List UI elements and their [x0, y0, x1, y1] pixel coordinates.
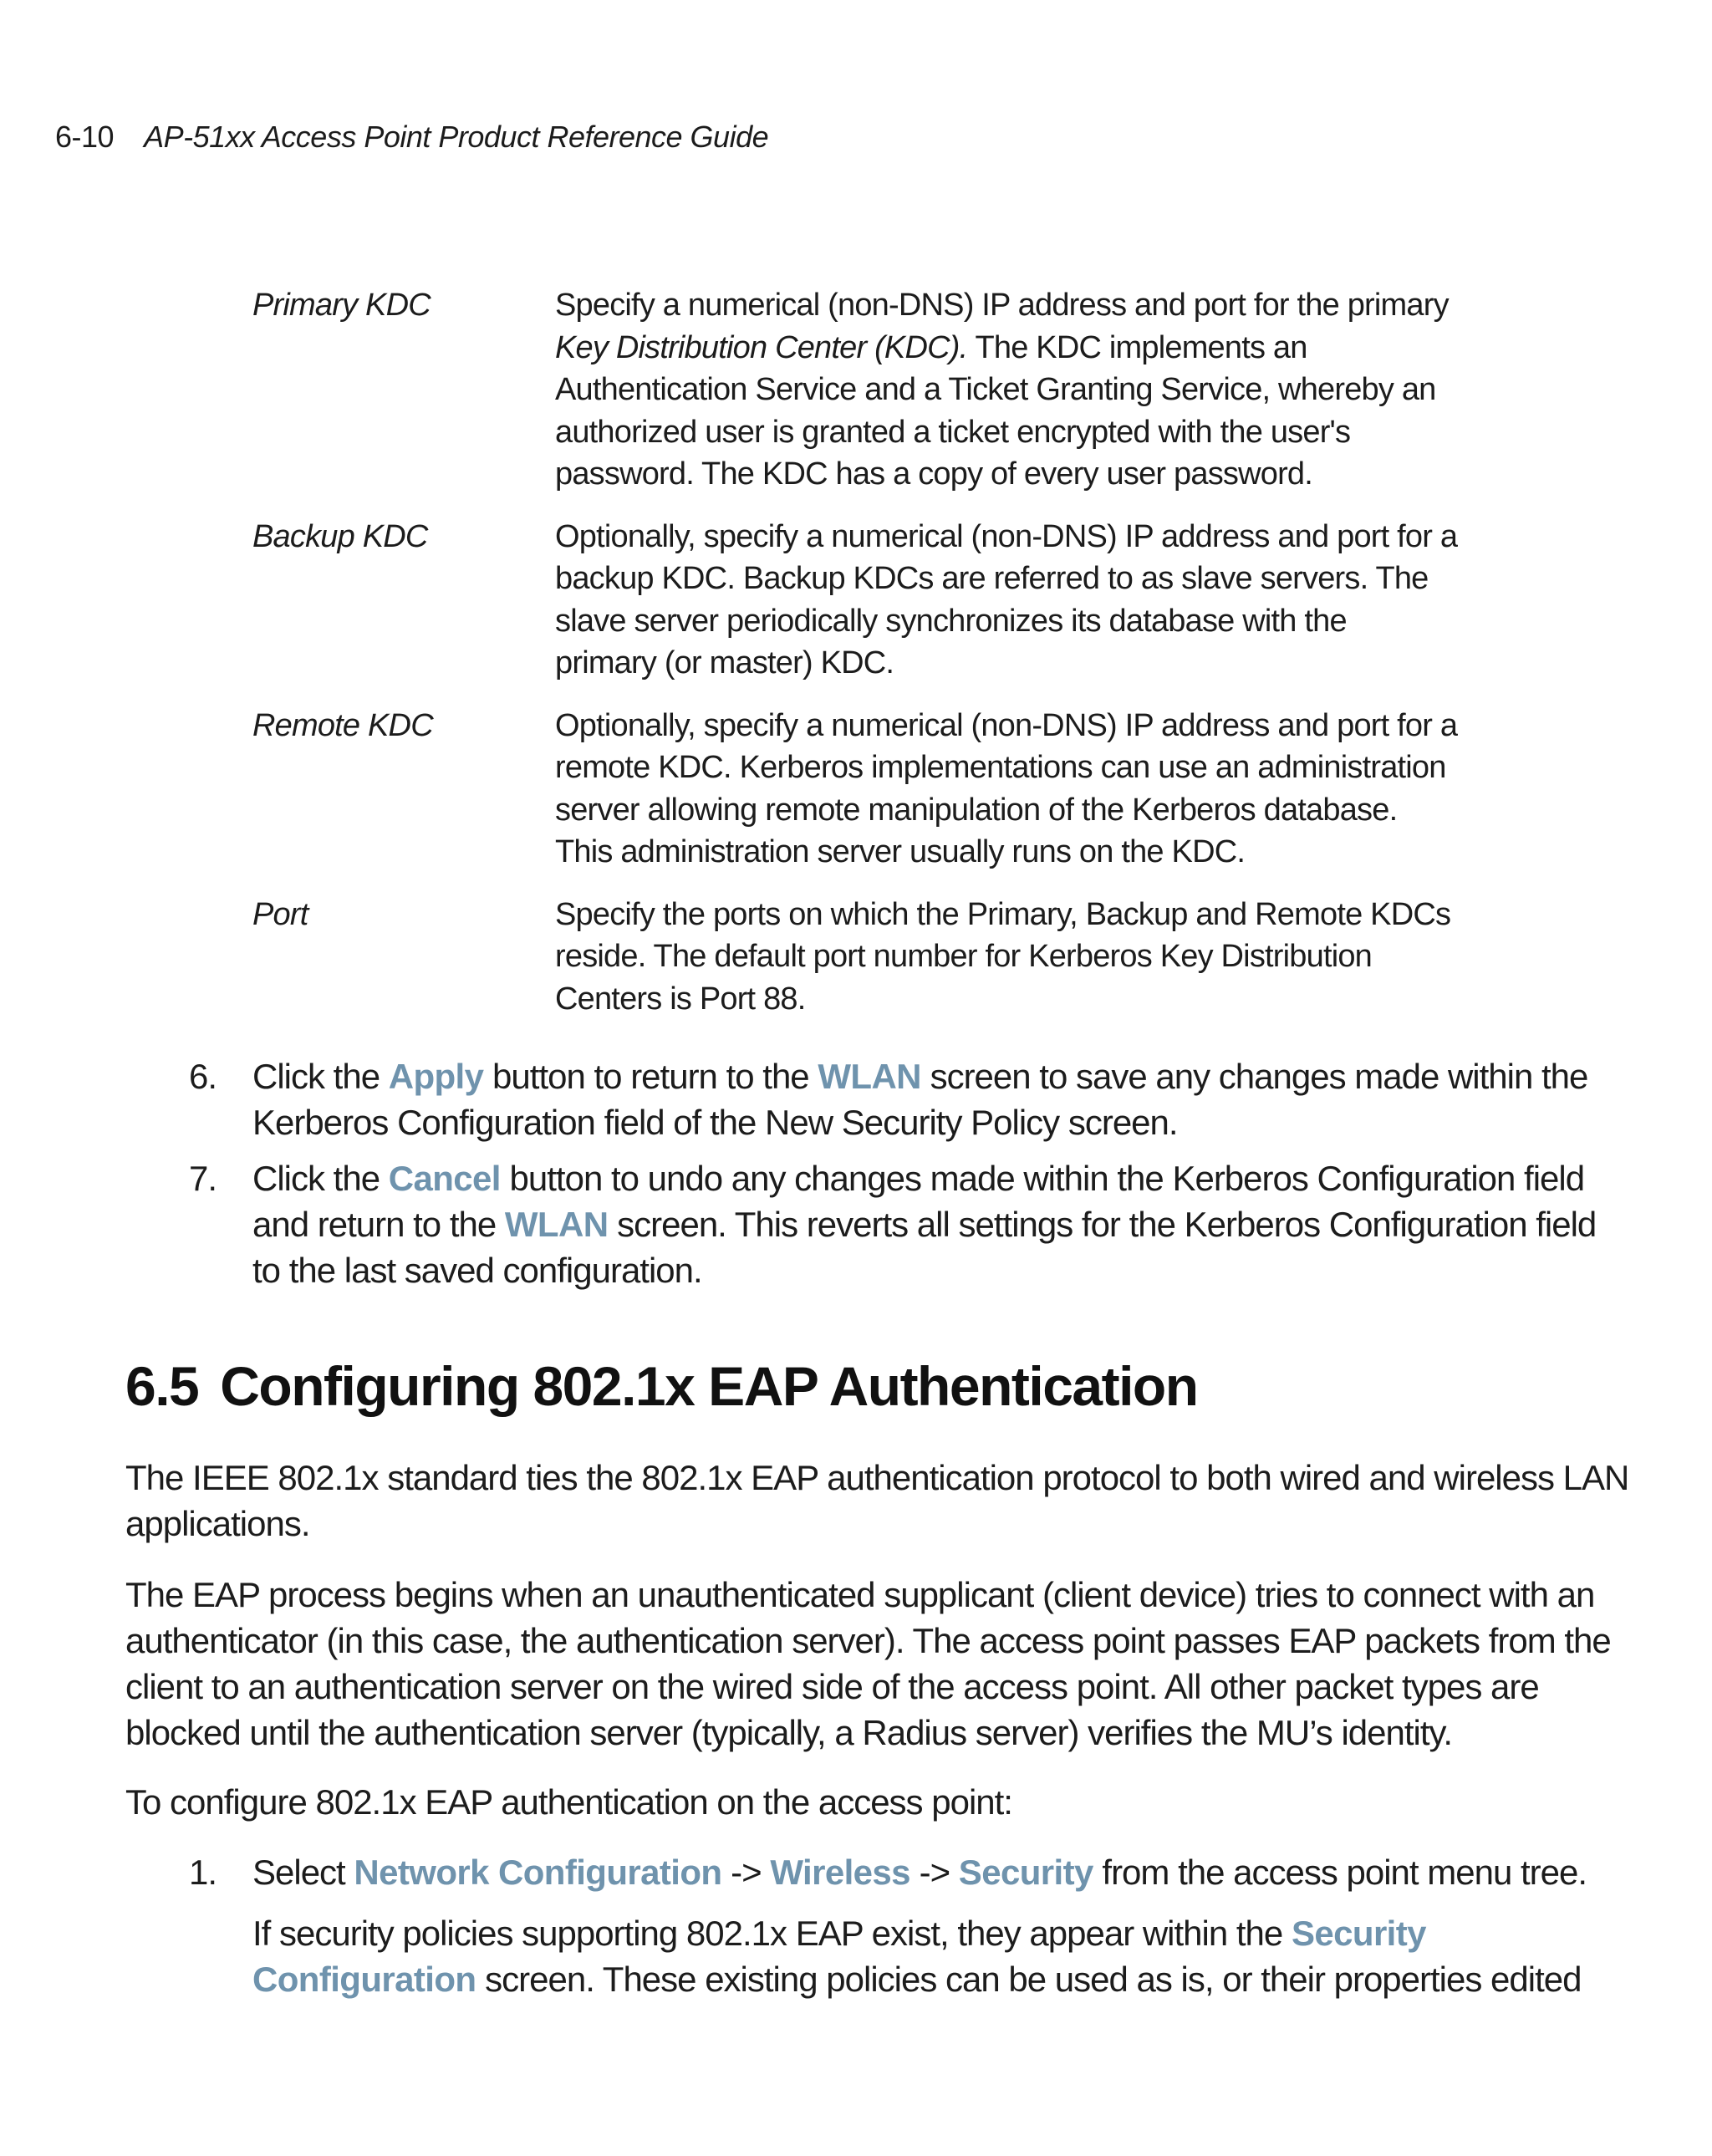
description-line: server allowing remote manipulation of the Kerberos database.	[555, 792, 1398, 828]
description-line: Optionally, specify a numerical (non-DNS) IP address and port for a	[555, 518, 1458, 554]
page-number: 6-10	[55, 120, 115, 154]
param-row-primary-kdc	[252, 284, 1449, 496]
description-line: Specify the ports on which the Primary, Backup and Remote KDCs	[555, 896, 1451, 932]
security-configuration-ref: Security	[1291, 1914, 1426, 1953]
step-6	[189, 1053, 1588, 1145]
description-line: slave server periodically synchronizes its database with the	[555, 603, 1347, 639]
description-line: Specify a numerical (non-DNS) IP address and port for the primary	[555, 288, 1449, 323]
param-description	[555, 284, 1449, 496]
description-line: remote KDC. Kerberos implementations can use an administration	[555, 750, 1446, 785]
param-name: Primary KDC	[252, 288, 431, 323]
paragraph-line: To configure 802.1x EAP authentication on the access point:	[125, 1782, 1012, 1822]
kdc-term: Key Distribution Center (KDC).	[555, 329, 968, 365]
param-description	[555, 705, 1458, 874]
running-header	[55, 117, 768, 157]
step-number: 1.	[189, 1853, 217, 1892]
step-1	[189, 1849, 1587, 2002]
description-line: Centers is Port 88.	[555, 981, 806, 1017]
description-text: The KDC implements an	[967, 329, 1307, 365]
paragraph-line: blocked until the authentication server (typically, a Radius server) verifies the MU’s identity.	[125, 1713, 1453, 1752]
description-line	[555, 327, 1399, 370]
section-heading	[125, 1353, 1198, 1419]
description-line: Optionally, specify a numerical (non-DNS) IP address and port for a	[555, 707, 1458, 743]
step-line: Click the Cancel button to undo any changes made within the Kerberos Configuration field	[252, 1159, 1585, 1198]
step-body	[252, 1053, 1588, 1145]
param-row-backup-kdc	[252, 516, 1458, 685]
param-name: Backup KDC	[252, 518, 428, 554]
step-line: and return to the WLAN screen. This reverts all settings for the Kerberos Configuration field	[252, 1205, 1597, 1244]
step-number: 6.	[189, 1057, 217, 1096]
section-number: 6.5	[125, 1355, 199, 1417]
paragraph-eap-process	[125, 1572, 1611, 1756]
param-description	[555, 516, 1458, 685]
param-description	[555, 894, 1451, 1021]
step-line: Click the Apply button to return to the WLAN screen to save any changes made within the	[252, 1057, 1588, 1096]
security-ref: Security	[958, 1853, 1093, 1892]
step-7	[189, 1155, 1597, 1293]
param-name: Remote KDC	[252, 707, 433, 743]
description-line: authorized user is granted a ticket encrypted with the user's	[555, 414, 1351, 450]
wlan-screen-ref: WLAN	[504, 1205, 609, 1244]
description-line: password. The KDC has a copy of every user password.	[555, 456, 1313, 492]
param-row-port	[252, 894, 1451, 1021]
paragraph-line: The EAP process begins when an unauthenticated supplicant (client device) tries to connect with an	[125, 1575, 1595, 1614]
apply-button-ref: Apply	[388, 1057, 484, 1096]
paragraph-configure-intro	[125, 1779, 1546, 1825]
kerberos-parameter-table	[252, 284, 1458, 1040]
paragraph-line: The IEEE 802.1x standard ties the 802.1x EAP authentication protocol to both wired and wireless LAN	[125, 1458, 1629, 1497]
step-line: Configuration screen. These existing policies can be used as is, or their properties edited	[252, 1960, 1582, 1999]
paragraph-line: client to an authentication server on the wired side of the access point. All other packet types are	[125, 1667, 1539, 1706]
paragraph-line: authenticator (in this case, the authentication server). The access point passes EAP packets from the	[125, 1621, 1611, 1660]
description-line: Authentication Service and a Ticket Granting Service, whereby an	[555, 372, 1436, 407]
step-body	[252, 1849, 1587, 2002]
step-body	[252, 1155, 1597, 1293]
description-line: This administration server usually runs on the KDC.	[555, 834, 1246, 869]
network-configuration-ref: Network Configuration	[354, 1853, 722, 1892]
guide-title: AP-51xx Access Point Product Reference Guide	[144, 120, 769, 154]
param-row-remote-kdc	[252, 705, 1458, 874]
step-line: Select Network Configuration -> Wireless -> Security from the access point menu tree.	[252, 1853, 1587, 1892]
description-line: reside. The default port number for Kerberos Key Distribution	[555, 939, 1373, 974]
param-name: Port	[252, 896, 308, 932]
wlan-screen-ref: WLAN	[818, 1057, 921, 1096]
section-title: Configuring 802.1x EAP Authentication	[220, 1355, 1198, 1417]
step-line: to the last saved configuration.	[252, 1251, 702, 1290]
security-configuration-ref: Configuration	[252, 1960, 476, 1999]
paragraph-line: applications.	[125, 1504, 310, 1543]
step-line: If security policies supporting 802.1x EAP exist, they appear within the Security	[252, 1914, 1426, 1953]
cancel-button-ref: Cancel	[388, 1159, 501, 1198]
step-number: 7.	[189, 1159, 217, 1198]
description-line: primary (or master) KDC.	[555, 645, 894, 680]
description-line: backup KDC. Backup KDCs are referred to as slave servers. The	[555, 561, 1429, 596]
step-line: Kerberos Configuration field of the New Security Policy screen.	[252, 1103, 1178, 1142]
paragraph-intro	[125, 1455, 1629, 1547]
wireless-ref: Wireless	[770, 1853, 910, 1892]
